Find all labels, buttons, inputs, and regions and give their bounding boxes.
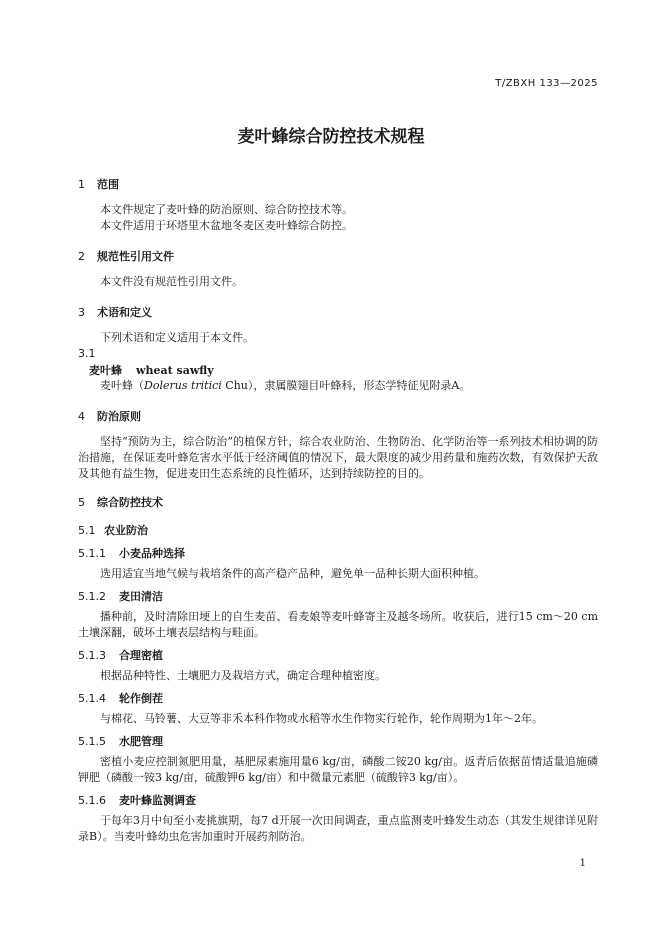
section-5-1-5-paragraph: 密植小麦应控制氮肥用量，基肥尿素施用量6 kg/亩，磷酸二铵20 kg/亩。返青后依据苗情适量追施磷钾肥（磷酸一铵3 kg/亩，硫酸钾6 kg/亩）和中微量元素肥（硫酸锌3 kg/亩）。 bbox=[78, 755, 598, 784]
term-chinese: 麦叶蜂 bbox=[89, 364, 122, 377]
section-5-1-2-heading bbox=[78, 588, 598, 604]
section-5-1-2-paragraph: 播种前，及时清除田埂上的自生麦苗、看麦娘等麦叶蜂寄主及越冬场所。收获后，进行15 cm～20 cm土壤深翻，破坏土壤表层结构与畦面。 bbox=[78, 610, 598, 639]
section-4-paragraph: 坚持“预防为主，综合防治”的植保方针，综合农业防治、生物防治、化学防治等一系列技术相协调的防治措施，在保证麦叶蜂危害水平低于经济阈值的情况下，最大限度的减少用药量和施药次数，有效保护天敌及其他有益生物，促进麦田生态系统的良性循环，达到持续防控的目的。 bbox=[78, 435, 598, 480]
section-number: 5 bbox=[78, 496, 85, 509]
section-title: 防治原则 bbox=[97, 410, 141, 423]
section-3-heading bbox=[78, 304, 598, 320]
section-number: 5.1.5 bbox=[78, 735, 106, 748]
section-title: 轮作倒茬 bbox=[119, 692, 163, 705]
section-title: 合理密植 bbox=[119, 649, 163, 662]
section-5-1-4-heading bbox=[78, 690, 598, 706]
section-title: 麦田清洁 bbox=[119, 590, 163, 603]
definition-text-b: Chu），隶属膜翅目叶蜂科，形态学特征见附录A。 bbox=[221, 379, 471, 392]
section-5-1-5-heading bbox=[78, 733, 598, 749]
section-number: 5.1.3 bbox=[78, 649, 106, 662]
section-title: 术语和定义 bbox=[97, 306, 152, 319]
section-5-1-heading bbox=[78, 522, 598, 538]
section-1-paragraph-1: 本文件规定了麦叶蜂的防治原则、综合防控技术等。 bbox=[100, 203, 353, 216]
term-entry bbox=[78, 362, 598, 378]
term-english: wheat sawfly bbox=[136, 364, 214, 377]
section-1-paragraph-2: 本文件适用于环塔里木盆地冬麦区麦叶蜂综合防控。 bbox=[100, 219, 353, 232]
page-number: 1 bbox=[579, 858, 586, 869]
section-5-1-1-paragraph: 选用适宜当地气候与栽培条件的高产稳产品种，避免单一品种长期大面积种植。 bbox=[100, 567, 485, 580]
section-title: 农业防治 bbox=[104, 524, 148, 537]
section-title: 规范性引用文件 bbox=[97, 250, 174, 263]
section-number: 1 bbox=[78, 178, 85, 191]
section-5-1-4-paragraph: 与棉花、马铃薯、大豆等非禾本科作物或水稻等水生作物实行轮作，轮作周期为1年～2年。 bbox=[100, 712, 543, 725]
standard-code: T/ZBXH 133—2025 bbox=[495, 78, 598, 89]
term-definition bbox=[78, 378, 598, 394]
section-title: 麦叶蜂监测调查 bbox=[119, 794, 196, 807]
section-number: 3 bbox=[78, 306, 85, 319]
section-number: 5.1 bbox=[78, 524, 96, 537]
section-3-paragraph: 下列术语和定义适用于本文件。 bbox=[100, 331, 254, 344]
section-title: 综合防控技术 bbox=[97, 496, 163, 509]
section-5-1-1-heading bbox=[78, 545, 598, 561]
section-number: 4 bbox=[78, 410, 85, 423]
section-1-heading bbox=[78, 176, 598, 192]
section-2-heading bbox=[78, 248, 598, 264]
section-5-1-6-heading bbox=[78, 792, 598, 808]
section-title: 范围 bbox=[97, 178, 119, 191]
section-title: 水肥管理 bbox=[119, 735, 163, 748]
section-number: 5.1.4 bbox=[78, 692, 106, 705]
section-title: 小麦品种选择 bbox=[119, 547, 185, 560]
section-number: 5.1.2 bbox=[78, 590, 106, 603]
section-number: 2 bbox=[78, 250, 85, 263]
section-5-heading bbox=[78, 494, 598, 510]
section-number: 5.1.1 bbox=[78, 547, 106, 560]
section-5-1-6-paragraph: 于每年3月中旬至小麦挑旗期，每7 d开展一次田间调查，重点监测麦叶蜂发生动态（其发生规律详见附录B）。当麦叶蜂幼虫危害加重时开展药剂防治。 bbox=[78, 814, 598, 843]
section-2-paragraph: 本文件没有规范性引用文件。 bbox=[100, 275, 243, 288]
section-number: 5.1.6 bbox=[78, 794, 106, 807]
definition-text-a: 麦叶蜂（ bbox=[100, 379, 144, 392]
section-5-1-3-paragraph: 根据品种特性、土壤肥力及栽培方式，确定合理种植密度。 bbox=[100, 669, 386, 682]
latin-name: Dolerus tritici bbox=[144, 379, 222, 392]
section-4-heading bbox=[78, 408, 598, 424]
section-5-1-3-heading bbox=[78, 647, 598, 663]
document-title: 麦叶蜂综合防控技术规程 bbox=[237, 127, 425, 147]
term-number: 3.1 bbox=[78, 347, 96, 360]
